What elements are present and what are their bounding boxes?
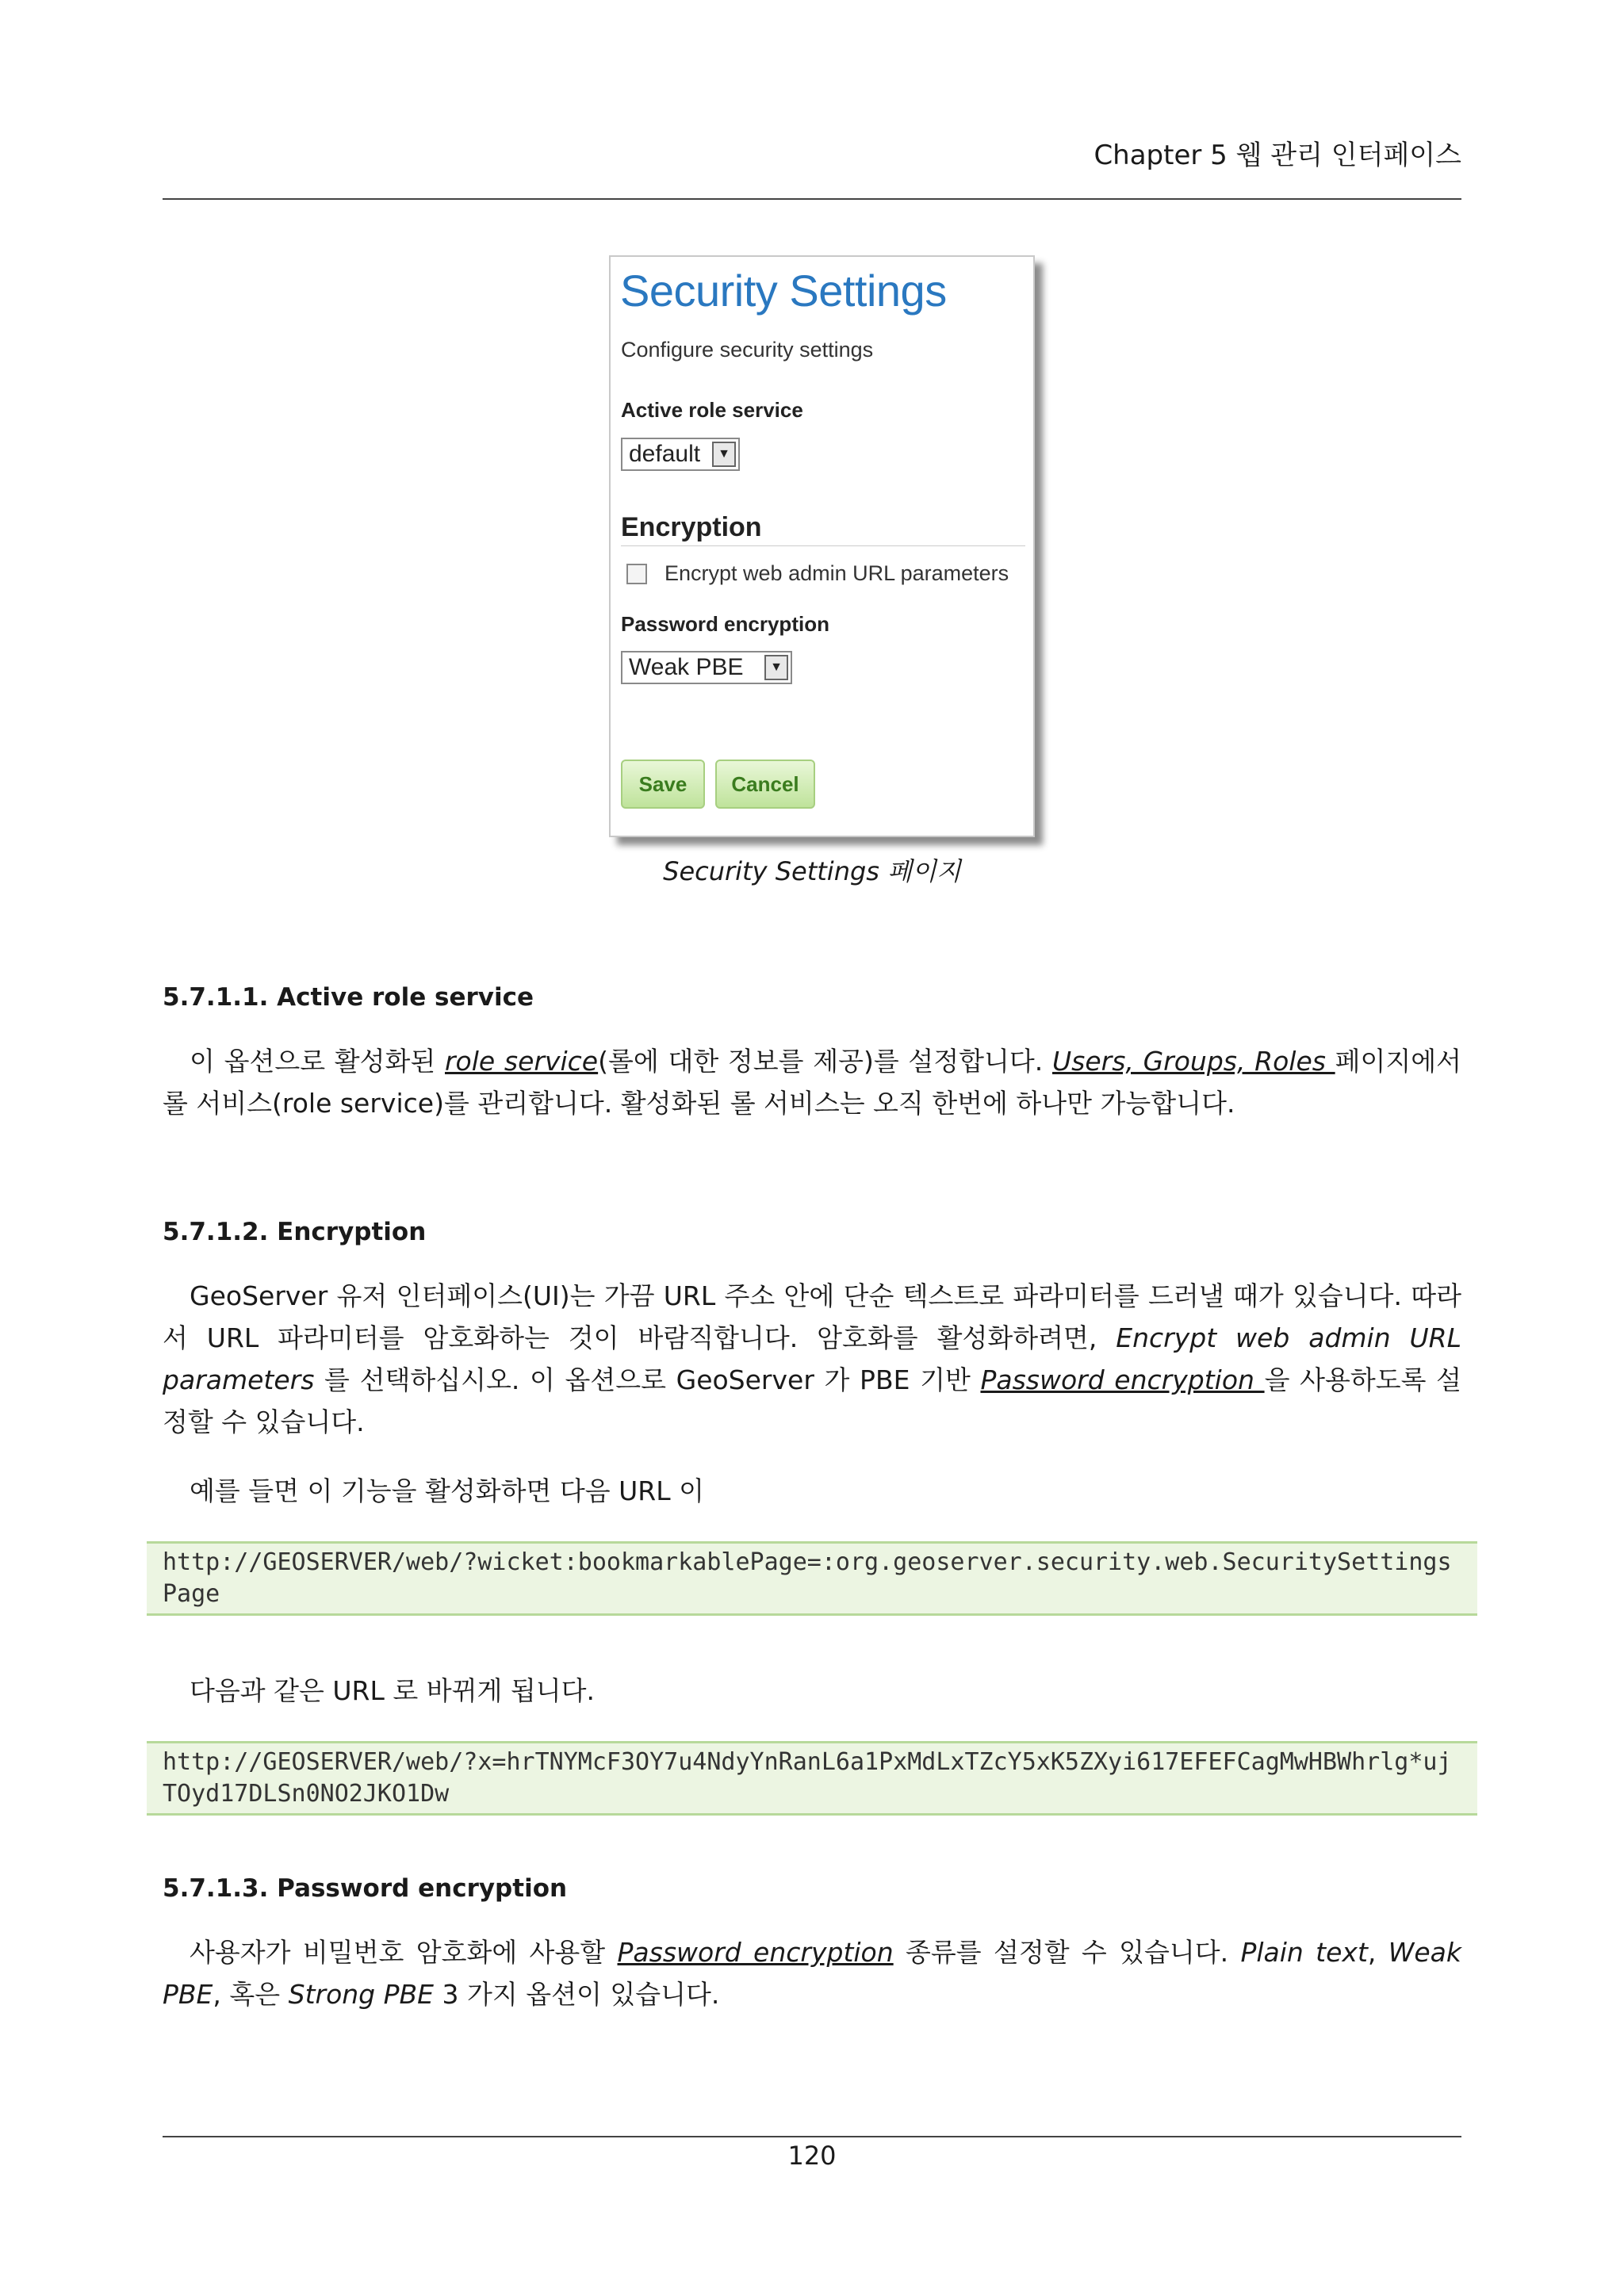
chevron-down-icon[interactable]: ▼ [764,655,788,680]
paragraph: GeoServer 유저 인터페이스(UI)는 가끔 URL 주소 안에 단순 텍스트로 파라미터를 드러낼 때가 있습니다. 따라서 URL 파라미터를 암호화하는 것이 바람직합니다. 암호화를 활성화하려면, Encrypt web admin URL parameters 를 선택하십시오. 이 옵션으로 GeoServer 가 PBE 기반 Password encryption 을 사용하도록 설정할 수 있습니다. [163,1280,1462,1437]
paragraph: 이 옵션으로 활성화된 role service(롤에 대한 정보를 제공)를 설정합니다. Users, Groups, Roles 페이지에서 롤 서비스(role service)를 관리합니다. 활성화된 롤 서비스는 오직 한번에 하나만 가능합니다. [163,1046,1462,1119]
header-rule [163,198,1461,200]
chevron-down-icon[interactable]: ▼ [712,442,736,467]
active-role-select[interactable] [621,438,740,471]
role-service-link[interactable]: role service [444,1046,599,1077]
security-settings-screenshot [609,255,1035,837]
page-number: 120 [787,2141,837,2171]
password-encryption-link[interactable]: Password encryption [617,1937,894,1968]
section-heading: 5.7.1.1. Active role service [163,983,534,1012]
section-heading: 5.7.1.3. Password encryption [163,1874,568,1903]
cancel-button[interactable]: Cancel [715,760,815,809]
encrypt-url-checkbox[interactable] [626,564,647,584]
encryption-heading: Encryption [621,512,762,542]
paragraph: 사용자가 비밀번호 암호화에 사용할 Password encryption 종류를 설정할 수 있습니다. Plain text, Weak PBE, 혹은 Strong PBE 3 가지 옵션이 있습니다. [163,1937,1461,2010]
active-role-value: default [629,441,701,467]
paragraph: 다음과 같은 URL 로 바뀌게 됩니다. [190,1675,595,1706]
save-button[interactable]: Save [621,760,705,809]
screenshot-title: Security Settings [620,266,947,316]
figure-caption: Security Settings 페이지 [663,856,961,886]
password-encryption-select[interactable] [621,651,792,684]
password-encryption-link[interactable]: Password encryption [980,1364,1265,1395]
encrypt-url-label: Encrypt web admin URL parameters [665,561,1009,585]
section-divider [621,545,1025,546]
running-header: Chapter 5 웹 관리 인터페이스 [1094,140,1461,171]
paragraph: 예를 들면 이 기능을 활성화하면 다음 URL 이 [190,1475,704,1506]
password-encryption-value: Weak PBE [629,654,744,680]
encrypt-url-row[interactable] [626,561,1009,586]
active-role-label: Active role service [621,398,803,422]
screenshot-subtitle: Configure security settings [621,338,874,362]
footer-rule [163,2136,1461,2137]
code-block: http://GEOSERVER/web/?x=hrTNYMcF3OY7u4NdyYnRanL6a1PxMdLxTZcY5xK5ZXyi617EFEFCagMwHBWhrlg*ujTOyd17DLSn0NO2JKO1Dw [147,1741,1477,1816]
code-block: http://GEOSERVER/web/?wicket:bookmarkablePage=:org.geoserver.security.web.SecuritySettingsPage [147,1541,1477,1616]
users-groups-roles-link[interactable]: Users, Groups, Roles [1052,1046,1335,1077]
password-encryption-label: Password encryption [621,612,829,636]
section-heading: 5.7.1.2. Encryption [163,1218,427,1246]
